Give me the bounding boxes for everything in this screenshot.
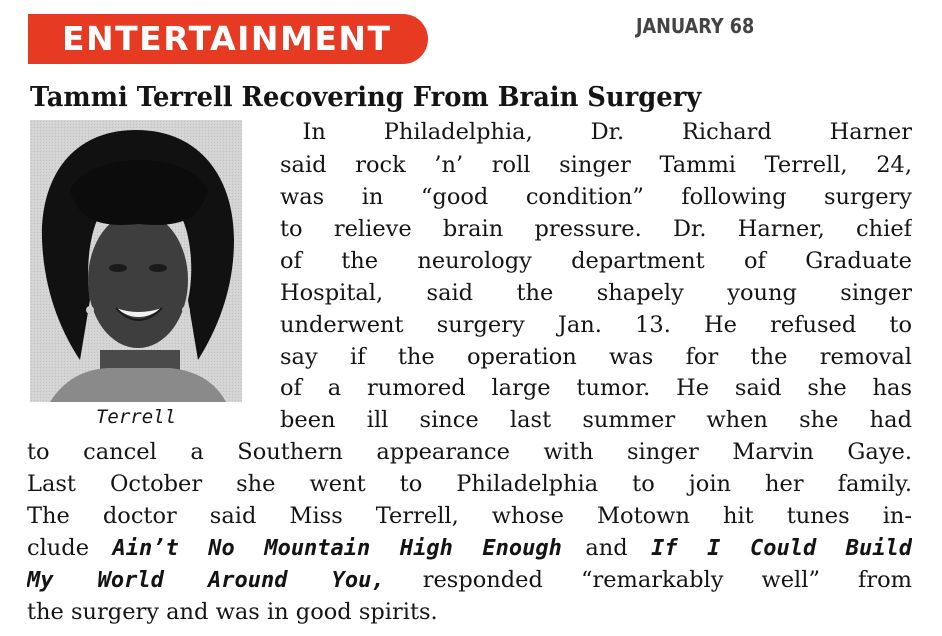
song-title: If I Could Build	[651, 536, 912, 561]
portrait-photo	[30, 120, 242, 402]
body-line: The doctor said Miss Terrell, whose Motown hit tunes in-	[27, 503, 912, 529]
body-line: Last October she went to Philadelphia to join her family.	[27, 471, 912, 497]
article-headline: Tammi Terrell Recovering From Brain Surgery	[30, 82, 702, 113]
body-line: been ill since last summer when she had	[280, 407, 912, 433]
body-line: was in “good condition” following surgery	[280, 184, 912, 210]
body-text: clude	[27, 535, 113, 561]
body-line	[27, 533, 912, 564]
body-text: and	[561, 535, 652, 561]
section-label: ENTERTAINMENT	[62, 19, 392, 58]
body-text: responded “remarkably well” from	[384, 567, 912, 593]
song-title: Ain’t No Mountain High Enough	[112, 536, 562, 561]
section-banner	[28, 14, 428, 64]
issue-date: JANUARY 68	[636, 14, 755, 38]
song-title: My World Around You,	[27, 568, 385, 593]
body-line: underwent surgery Jan. 13. He refused to	[280, 312, 912, 338]
photo-caption: Terrell	[95, 406, 177, 428]
body-line: said rock ’n’ roll singer Tammi Terrell, 24,	[280, 152, 912, 178]
body-line: of a rumored large tumor. He said she has	[280, 375, 912, 401]
body-line: of the neurology department of Graduate	[280, 248, 912, 274]
body-line: to cancel a Southern appearance with singer Marvin Gaye.	[27, 439, 912, 465]
body-line: the surgery and was in good spirits.	[27, 599, 438, 625]
body-line: to relieve brain pressure. Dr. Harner, chief	[280, 216, 912, 242]
body-line: Hospital, said the shapely young singer	[280, 280, 912, 306]
body-line: say if the operation was for the removal	[280, 344, 912, 370]
body-line	[27, 565, 912, 596]
body-line: In Philadelphia, Dr. Richard Harner	[280, 119, 912, 145]
